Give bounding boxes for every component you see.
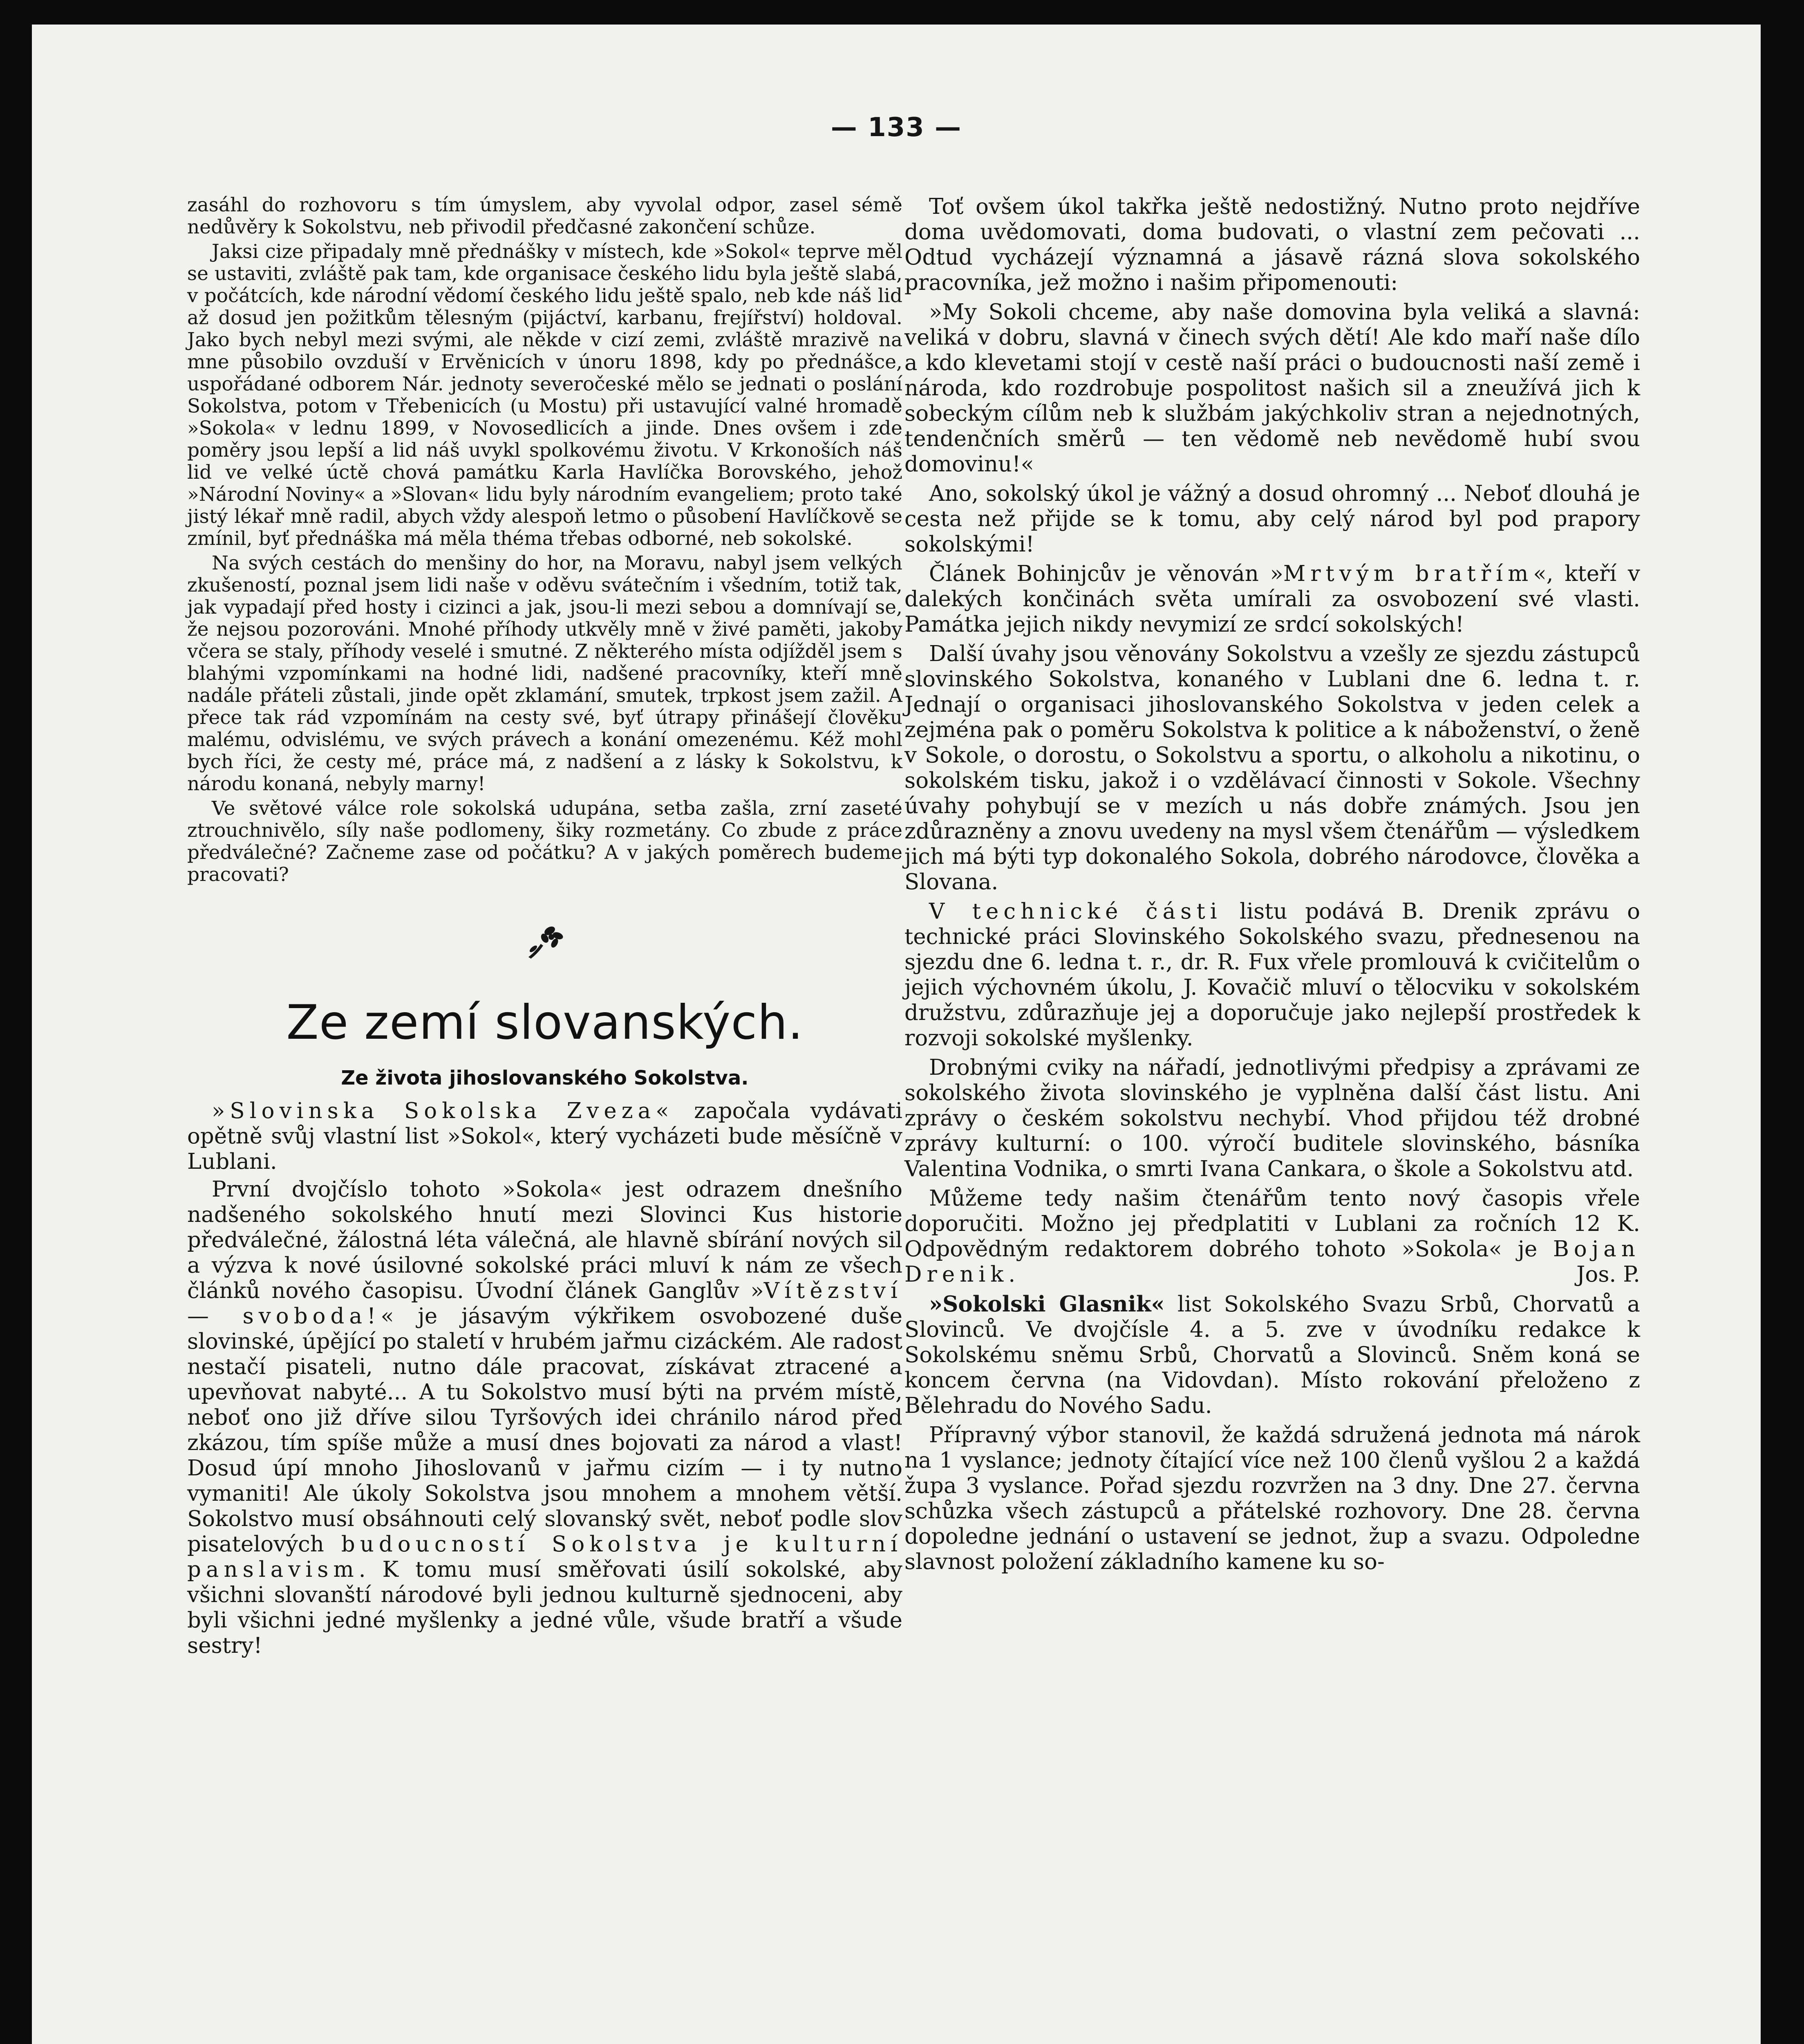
right-paragraph-4 (904, 561, 1640, 637)
section-paragraph-2-part-3: . K tomu musí směřovati úsilí sokolské, aby všichni slovanští národové byli jednou kulturně sjednoceni, aby byli všichni jedné myšlenky a jedné vůle, všude bratří a všude sestry! (187, 1557, 902, 1658)
right-paragraph-2-quote: »My Sokoli chceme, aby naše domovina byla veliká a slavná: veliká v dobru, slavná v činech svých dětí! Ale kdo maří naše dílo a kdo klevetami stojí v cestě naší práci o budoucnosti naší země i národa, kdo rozdrobuje pospolitost našich sil a zneužívá jich k sobeckým cílům neb k službám jakýchkoliv stran a nejednotných, tendenčních směrů — ten vědomě neb nevědomě hubí svou domovinu!« (904, 300, 1640, 477)
right-paragraph-3: Ano, sokolský úkol je vážný a dosud ohromný ... Neboť dlouhá je cesta než přijde se k tomu, aby celý národ byl pod prapory sokolskými! (904, 481, 1640, 557)
emphasis-panslavism: budoucností Sokolstva je kulturní panslavism (187, 1532, 903, 1582)
right-paragraph-6-text: listu podává B. Drenik zprávu o technické práci Slovinského Sokolského svazu, přednesenou na sjezdu dne 6. ledna t. r., dr. R. Fux vřele promlouvá k cvičitelům o jejich výchovném úkolu, J. Kovačič mluví o tělocviku v sokolském družstvu, zdůrazňuje jej a doporučuje jako nejlepší prostředek k rozvoji sokolské myšlenky. (904, 899, 1640, 1051)
section-paragraph-2 (187, 1177, 902, 1659)
section-paragraph-2-part-1: První dvojčíslo tohoto »Sokola« jest odrazem dnešního nadšeného sokolského hnutí mezi Slovinci Kus historie předválečné, žálostná léta válečná, ale hlavně sbírání nových sil a výzva k nové úsilovné sokolské práci mluví k nám ze všech článků nového časopisu. Úvodní článek Ganglův » (187, 1177, 902, 1303)
technical-part-label: V technické části (929, 899, 1222, 924)
left-paragraph-3: Na svých cestách do menšiny do hor, na Moravu, nabyl jsem velkých zkušeností, poznal jsem lidi naše v oděvu svátečním i všedním, totiž tak, jak vypadají před hosty i cizinci a jak, jsou-li mezi sebou a domnívají se, že nejsou pozorováni. Mnohé příhody utkvěly mně v živé paměti, jakoby včera se staly, příhody veselé i smutné. Z některého místa odjížděl jsem s blahými vzpomínkami na hodné lidi, nadšené pracovníky, kteří mně nadále přáteli zůstali, jinde opět zklamání, smutek, trpkost jsem zažil. A přece tak rád vzpomínám na cesty své, byť útrapy přinášejí člověku malému, odvislému, ve svých právech a konání omezenému. Kéž mohl bych říci, že cesty mé, práce má, z nadšení a z lásky k Sokolstvu, k národu konaná, nebyly marny! (187, 552, 902, 795)
right-paragraph-6 (904, 899, 1640, 1051)
right-paragraph-1: Toť ovšem úkol takřka ještě nedostižný. Nutno proto nejdříve doma uvědomovati, doma budovati, o vlastní zem pečovati ... Odtud vycházejí významná a jásavě rázná slova sokolského pracovníka, jež možno i našim připomenouti: (904, 194, 1640, 295)
section-paragraph-1-text: započala vydávati opětně svůj vlastní list »Sokol«, který vycházeti bude měsíčně v Lublani. (187, 1098, 902, 1174)
right-paragraph-8-part-1: Můžeme tedy našim čtenářům tento nový časopis vřele doporučiti. Možno jej předplatiti v Lublani za ročních 12 K. Odpovědným redaktorem dobrého tohoto »Sokola« je (904, 1186, 1640, 1262)
left-paragraph-4: Ve světové válce role sokolská udupána, setba zašla, zrní zaseté ztrouchnivělo, síly naše podlomeny, šiky rozmetány. Co zbude z práce předválečné? Začneme zase od počátku? A v jakých poměrech budeme pracovati? (187, 797, 902, 886)
article-title-victory: Vítězství — svoboda! (187, 1278, 902, 1329)
article-title-dead-brothers: Mrtvým bratřím (1283, 561, 1533, 586)
scanned-page (32, 25, 1761, 2044)
editor-name: Bojan Drenik (904, 1237, 1640, 1287)
section-paragraph-2-part-2: « je jásavým výkřikem osvobozené duše slovinské, úpějící po staletí v hrubém jařmu cizáckém. Ale radost nestačí pisateli, nutno dále pracovat, získávat ztracené a upevňovat nabyté... A tu Sokolstvo musí býti na prvém místě, neboť ono již dříve silou Tyršových idei chránilo národ před zkázou, tím spíše může a musí dnes bojovati za národ a vlast! Dosud úpí mnoho Jihoslovanů v jařmu cizím — i ty nutno vymaniti! Ale úkoly Sokolstva jsou mnohem a mnohem větší. Sokolstvo musí obsáhnouti celý slovanský svět, neboť podle slov pisatelových (187, 1304, 902, 1557)
right-paragraph-4-part-2: «, kteří v dalekých končinách světa umírali za osvobození své vlasti. Památka jejich nikdy nevymizí ze srdcí sokolských! (904, 561, 1640, 637)
signature: Jos. P. (1576, 1262, 1640, 1287)
section-title: Ze zemí slovanských. (286, 995, 804, 1050)
right-column (904, 194, 1640, 1579)
right-paragraph-9-text: list Sokolského Svazu Srbů, Chorvatů a Slovinců. Ve dvojčísle 4. a 5. zve v úvodníku redakce k Sokolskému sněmu Srbů, Chorvatů a Slovinců. Sněm koná se koncem června (na Vidovdan). Místo rokování přeloženo z Bělehradu do Nového Sadu. (904, 1292, 1640, 1418)
left-paragraph-1: zasáhl do rozhovoru s tím úmyslem, aby vyvolal odpor, zasel sémě nedůvěry k Sokolstvu, neb přivodil předčasné zakončení schůze. (187, 194, 902, 238)
page-number: — 133 — (830, 112, 962, 143)
section-paragraph-1 (187, 1098, 902, 1174)
section-subtitle: Ze života jihoslovanského Sokolstva. (341, 1067, 749, 1089)
left-paragraph-2: Jaksi cize připadaly mně přednášky v místech, kde »Sokol« teprve měl se ustaviti, zvláště pak tam, kde organisace českého lidu byla ještě slabá, v počátcích, kde národní vědomí českého lidu ještě spalo, neb kde náš lid až dosud jen požitkům tělesným (pijáctví, karbanu, frejířství) holdoval. Jako bych nebyl mezi svými, ale někde v cizí zemi, zvláště mrazivě na mne působilo ovzduší v Ervěnicích v únoru 1898, kdy po přednášce, uspořádané odborem Nár. jednoty severočeské mělo se jednati o poslání Sokolstva, potom v Třebenicích (u Mostu) při ustavující valné hromadě »Sokola« v lednu 1899, v Novosedlicích a jinde. Dnes ovšem i zde poměry jsou lepší a lid náš uvykl spolkovému životu. V Krkonoších náš lid ve velké úctě chová památku Karla Havlíčka Borovského, jehož »Národní Noviny« a »Slovan« lidu byly národním evangeliem; proto také jistý lékař mně radil, abych vždy alespoň letmo o působení Havlíčkově se zmínil, byť přednáška má měla théma třebas odborné, neb sokolské. (187, 240, 902, 550)
publication-name: »Sokolski Glasnik« (929, 1291, 1165, 1317)
left-column (187, 194, 902, 1661)
organization-name: »Slovinska Sokolska Zveza« (212, 1098, 674, 1123)
right-paragraph-8-part-2: . (1008, 1262, 1016, 1287)
right-paragraph-9 (904, 1291, 1640, 1419)
right-paragraph-10: Přípravný výbor stanovil, že každá sdružená jednota má nárok na 1 vyslance; jednoty čítající více než 100 členů vyšlou 2 a každá župa 3 vyslance. Pořad sjezdu rozvržen na 3 dny. Dne 27. června schůzka všech zástupců a přátelské rozhovory. Dne 28. června dopoledne jednání o ustavení se jednot, žup a svazu. Odpoledne slavnost položení základního kamene ku so- (904, 1423, 1640, 1574)
flower-ornament-icon (516, 914, 573, 964)
right-paragraph-8 (904, 1186, 1640, 1287)
right-paragraph-4-part-1: Článek Bohinjcův je věnován » (929, 561, 1283, 586)
right-paragraph-7: Drobnými cviky na nářadí, jednotlivými předpisy a zprávami ze sokolského života slovinského je vyplněna další část listu. Ani zprávy o českém sokolstvu nechybí. Vhod přijdou též drobné zprávy kulturní: o 100. výročí buditele slovinského, básníka Valentina Vodnika, o smrti Ivana Cankara, o škole a Sokolstvu atd. (904, 1055, 1640, 1181)
right-paragraph-5: Další úvahy jsou věnovány Sokolstvu a vzešly ze sjezdu zástupců slovinského Sokolstva, konaného v Lublani dne 6. ledna t. r. Jednají o organisaci jihoslovanského Sokolstva v jeden celek a zejména pak o poměru Sokolstva k politice a k náboženství, o ženě v Sokole, o dorostu, o Sokolstvu a sportu, o alkoholu a nikotinu, o sokolském tisku, jakož i o vzdělávací činnosti v Sokole. Všechny úvahy pohybují se v mezích u nás dobře známých. Jsou jen zdůrazněny a znovu uvedeny na mysl všem čtenářům — výsledkem jich má býti typ dokonalého Sokola, dobrého národovce, člověka a Slovana. (904, 641, 1640, 894)
